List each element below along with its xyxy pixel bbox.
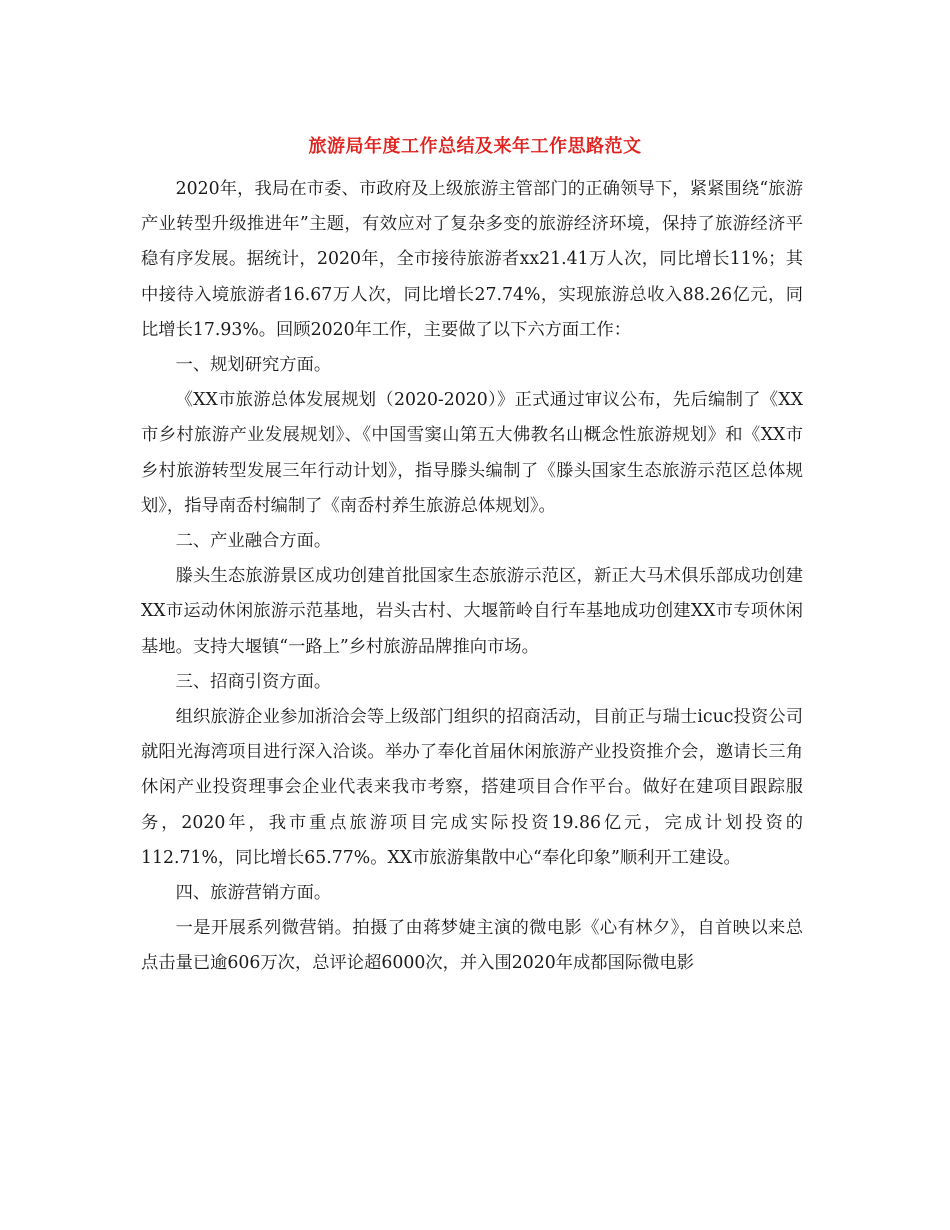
section-heading-industry: 二、产业融合方面。 xyxy=(175,531,332,552)
paragraph-intro: 2020年，我局在市委、市政府及上级旅游主管部门的正确领导下，紧紧围绕“旅游产业转型升级推进年”主题，有效应对了复杂多变的旅游经济环境，保持了旅游经济平稳有序发展。据统计，2020年，全市接待旅游者xx21.41万人次，同比增长11%；其中接待入境旅游者16.67万人次，同比增长27.74%，实现旅游总收入88.26亿元，同比增长17.93%。回顾2020年工作，主要做了以下六方面工作： xyxy=(141,179,803,340)
paragraph-industry: 滕头生态旅游景区成功创建首批国家生态旅游示范区，新正大马术俱乐部成功创建XX市运动休闲旅游示范基地，岩头古村、大堰箭岭自行车基地成功创建XX市专项休闲基地。支持大堰镇“一路上”乡村旅游品牌推向市场。 xyxy=(141,566,803,657)
paragraph-planning: 《XX市旅游总体发展规划（2020-2020）》正式通过审议公布，先后编制了《XX市乡村旅游产业发展规划》、《中国雪窦山第五大佛教名山概念性旅游规划》和《XX市乡村旅游转型发展三年行动计划》，指导滕头编制了《滕头国家生态旅游示范区总体规划》，指导南岙村编制了《南岙村养生旅游总体规划》。 xyxy=(141,390,803,516)
section-heading-planning: 一、规划研究方面。 xyxy=(175,355,332,376)
section-heading-marketing: 四、旅游营销方面。 xyxy=(175,883,332,904)
section-heading-investment: 三、招商引资方面。 xyxy=(175,671,332,692)
document-title: 旅游局年度工作总结及来年工作思路范文 xyxy=(308,136,642,157)
paragraph-marketing: 一是开展系列微营销。拍摄了由蒋梦婕主演的微电影《心有林夕》，自首映以来总点击量已逾606万次，总评论超6000次，并入围2020年成都国际微电影 xyxy=(141,918,803,974)
paragraph-investment: 组织旅游企业参加浙洽会等上级部门组织的招商活动，目前正与瑞士icuc投资公司就阳光海湾项目进行深入洽谈。举办了奉化首届休闲旅游产业投资推介会，邀请长三角休闲产业投资理事会企业代表来我市考察，搭建项目合作平台。做好在建项目跟踪服务，2020年，我市重点旅游项目完成实际投资19.86亿元，完成计划投资的112.71%，同比增长65.77%。XX市旅游集散中心“奉化印象”顺利开工建设。 xyxy=(141,707,803,868)
document-body xyxy=(141,172,803,982)
